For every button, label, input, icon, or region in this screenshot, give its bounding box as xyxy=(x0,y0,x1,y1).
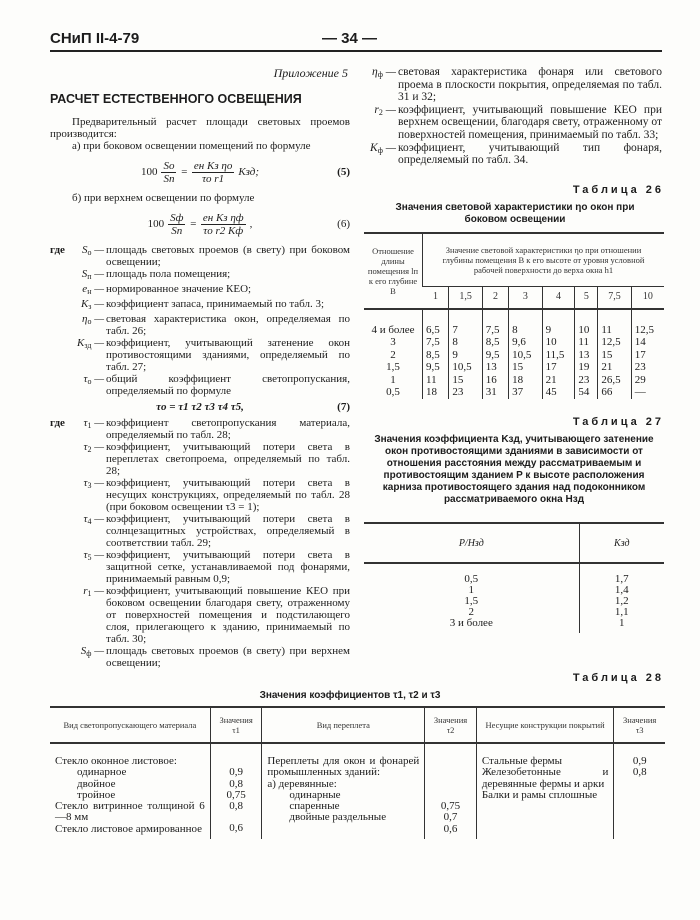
where-label xyxy=(50,337,70,373)
definition-text: коэффициент, учитывающий повышение КЕО при верхнем освещении, благодаря свету, отраженному от поверхностей помещения, принимаемый по табл. 33; xyxy=(398,103,662,141)
page-number: — 34 — xyxy=(322,30,378,47)
ratio-value: 1,5 xyxy=(464,595,479,607)
table-cell: 6,5 xyxy=(426,323,440,336)
ratio-values xyxy=(364,563,579,633)
symbol-base: η xyxy=(371,66,378,78)
tau2-value: 0,6 xyxy=(443,822,458,835)
row-label: 0,5 xyxy=(386,386,400,398)
table-cell: 45 xyxy=(545,386,557,398)
material: Стекло листовое армированное xyxy=(55,822,203,835)
table-27 xyxy=(364,522,664,633)
tau1-value: 0,6 xyxy=(229,822,243,835)
header-tau2: Значения τ2 xyxy=(425,707,477,743)
symbol: $S_п$ — xyxy=(81,268,104,281)
definition-text: световая характеристика фонаря или светового проема в плоскости покрытия, определяемая по табл. 31 и 32; xyxy=(398,66,662,104)
definition-item xyxy=(50,417,350,441)
tau2-value: 0,75 xyxy=(440,800,461,812)
definition-item xyxy=(50,298,350,313)
table-28-label: Таблица 28 xyxy=(572,672,664,684)
definition-item xyxy=(50,477,350,513)
definition-item xyxy=(362,104,662,142)
tau2-value: 0,7 xyxy=(443,811,458,824)
symbol-subscript: зд xyxy=(84,341,92,350)
column-header: 5 xyxy=(575,287,598,309)
definition-item xyxy=(50,337,350,373)
where-label xyxy=(50,645,70,669)
table-cell: 10 xyxy=(545,336,557,348)
symbol: $\eta_ф$ — xyxy=(371,66,396,79)
value-column xyxy=(482,309,508,399)
symbol: $S_о$ — xyxy=(81,244,104,257)
material: Стекло витринное толщиной 6—8 мм xyxy=(55,800,205,824)
definition-item xyxy=(362,142,662,167)
symbol: $\tau_5$ — xyxy=(83,549,104,562)
table-cell: 17 xyxy=(634,348,646,361)
symbol: $\eta_о$ — xyxy=(82,313,104,326)
table-cell: 14 xyxy=(634,336,646,348)
frames-cell xyxy=(262,743,425,839)
where-label xyxy=(50,585,70,645)
case-b: б) при верхнем освещении по формуле xyxy=(72,192,255,204)
table-cell: 7,5 xyxy=(485,323,500,336)
table-cell: 66 xyxy=(601,386,613,398)
table-cell: 18 xyxy=(512,373,524,386)
table-cell: 13 xyxy=(485,361,497,373)
equation-number: (6) xyxy=(337,218,350,230)
tau3-value: 0,8 xyxy=(632,766,647,779)
symbol-base: r xyxy=(83,585,88,597)
tau3-cell xyxy=(614,743,665,839)
materials-cell xyxy=(50,743,210,839)
header-tau1: Значения τ1 xyxy=(210,707,262,743)
table-cell: 21 xyxy=(545,373,557,386)
table-cell: 12,5 xyxy=(634,323,654,336)
value-column xyxy=(449,309,482,399)
definition-text: коэффициент, учитывающий повышение КЕО при боковом освещении благодаря свету, отраженному от поверхностей помещения и подстилающего слоя, прилегающего к зданию, принимаемый по табл. 30; xyxy=(106,585,350,645)
symbol-base: η xyxy=(82,313,88,325)
definition-item xyxy=(50,244,350,268)
table-cell: 23 xyxy=(452,386,464,398)
where-label xyxy=(50,373,70,397)
definition-text: коэффициент запаса, принимаемый по табл. 3; xyxy=(106,298,325,310)
definition-text: площадь световых проемов (в свету) при верхнем освещении; xyxy=(106,645,350,669)
table-27-title: Значения коэффициента Kзд, учитывающего затенение окон противостоящими зданиями в зависимости от отношения расстояния между рассматриваемым и противостоящим зданием P к высоте расположения карниза противостоящего здания над подоконником рассматриваемого окна Hзд xyxy=(374,434,654,505)
definition-item xyxy=(362,66,662,104)
symbol-base: K xyxy=(370,141,378,154)
value-column xyxy=(542,309,575,399)
row-label: 1 xyxy=(390,373,396,386)
definition-text: коэффициент, учитывающий потери света в защитной сетке, устанавливаемой под фонарями, принимаемый равным 0,9; xyxy=(106,549,350,585)
where-label: где xyxy=(50,417,65,429)
symbol-base: S xyxy=(81,244,88,256)
symbol-subscript: 2 xyxy=(87,445,92,454)
table-cell: 9,6 xyxy=(512,336,526,348)
symbol-subscript: ф xyxy=(377,70,383,79)
table-cell: — xyxy=(634,386,646,398)
row-header: Отношение длины помещения lп к его глубине B xyxy=(367,245,419,296)
definition-item xyxy=(50,645,350,669)
intro-paragraph: Предварительный расчет площади световых проемов производится: xyxy=(50,116,350,140)
table-cell: 12,5 xyxy=(601,336,621,348)
kzd-value: 1,1 xyxy=(614,606,629,618)
table-row xyxy=(364,309,664,399)
material: одинарное xyxy=(77,766,127,779)
symbol-subscript: п xyxy=(87,272,92,281)
definition-item xyxy=(50,268,350,283)
ratio-value: 2 xyxy=(468,606,475,618)
tau1-value: 0,8 xyxy=(229,800,243,813)
symbol: $r_1$ — xyxy=(83,585,104,598)
definition-text: световая характеристика окон, определяемая по табл. 26; xyxy=(106,313,350,337)
structure-type: Железобетонные и деревянные фермы и арки xyxy=(481,766,609,790)
tau2-cell xyxy=(425,743,477,839)
symbol-subscript: ф xyxy=(86,649,92,658)
symbol-base: τ xyxy=(83,441,88,453)
header-tau3: Значения τ3 xyxy=(614,707,665,743)
ratio-value: 0,5 xyxy=(464,573,479,585)
definition-item xyxy=(50,283,350,298)
symbol-base: S xyxy=(80,645,87,657)
table-cell: 16 xyxy=(485,373,497,386)
table-cell: 10,5 xyxy=(452,361,472,373)
col-kzd: Kзд xyxy=(579,523,664,563)
table-cell: 11 xyxy=(426,373,437,386)
table-cell: 11 xyxy=(578,336,590,348)
ratio-value: 1 xyxy=(468,584,475,596)
symbol-subscript: о xyxy=(87,248,92,257)
table-cell: 8 xyxy=(452,336,458,348)
table-28-title: Значения коэффициентов τ1, τ2 и τ3 xyxy=(259,690,441,701)
where-label xyxy=(50,477,70,513)
structure-type: Стальные фермы xyxy=(481,755,563,767)
definition-item xyxy=(50,549,350,585)
frame-type: а) деревянные: xyxy=(267,777,337,790)
table-cell: 26,5 xyxy=(601,373,621,386)
header-rule xyxy=(50,50,662,52)
definition-text: коэффициент, учитывающий тип фонаря, определяемый по табл. 34. xyxy=(398,141,662,167)
material: Стекло оконное листовое: xyxy=(55,755,177,767)
table-cell: 29 xyxy=(634,373,646,386)
kzd-value: 1,2 xyxy=(614,595,629,607)
definitions-list-1 xyxy=(50,244,350,397)
symbol-subscript: о xyxy=(87,377,92,386)
table-cell: 9 xyxy=(545,323,552,336)
table-cell: 31 xyxy=(485,386,497,398)
section-title: РАСЧЕТ ЕСТЕСТВЕННОГО ОСВЕЩЕНИЯ xyxy=(50,92,302,106)
definition-text: коэффициент, учитывающий потери света в солнцезащитных устройствах, определяемый в соответствии табл. 29; xyxy=(106,513,350,549)
symbol-base: K xyxy=(80,298,89,310)
symbol-subscript: 1 xyxy=(87,589,92,598)
symbol-subscript: н xyxy=(87,287,92,296)
tau1-cell xyxy=(210,743,262,839)
header-structure: Несущие конструкции покрытий xyxy=(476,707,614,743)
table-cell: 11,5 xyxy=(545,348,565,361)
frac-den: Sп xyxy=(171,224,183,237)
definition-text: коэффициент, учитывающий потери света в переплетах светопроема, определяемый по табл. 28; xyxy=(106,441,350,477)
column-header: 1 xyxy=(432,291,438,303)
equation-number: (7) xyxy=(337,401,350,413)
symbol-base: K xyxy=(77,337,85,349)
symbol-subscript: о xyxy=(87,317,92,326)
definition-text: коэффициент, учитывающий затенение окон противостоящими зданиями, определяемый по табл. 27; xyxy=(106,337,350,373)
symbol-subscript: 5 xyxy=(87,553,92,562)
table-cell: 8,5 xyxy=(426,348,440,361)
definition-text: площадь световых проемов (в свету) при боковом освещении; xyxy=(106,244,350,268)
table-cell: 9 xyxy=(452,348,458,361)
symbol-base: e xyxy=(82,283,88,295)
definition-text: общий коэффициент светопропускания, определяемый по формуле xyxy=(106,373,350,397)
tau3-value: 0,9 xyxy=(632,755,647,767)
table-cell: 19 xyxy=(578,361,590,373)
row-label: 2 xyxy=(390,348,396,361)
row-label: 4 и более xyxy=(371,323,415,336)
column-header: 7,5 xyxy=(598,287,631,309)
symbol-subscript: 3 xyxy=(87,481,92,490)
definition-text: коэффициент, учитывающий потери света в несущих конструкциях, определяемый по табл. 28 (при боковом освещении τ3 = 1); xyxy=(106,477,350,513)
value-column xyxy=(631,309,664,399)
frac-den: τо r2 Kф xyxy=(203,224,244,237)
symbol-subscript: ф xyxy=(377,145,383,155)
symbol: $K_з$ — xyxy=(80,298,104,311)
kzd-values xyxy=(579,563,664,633)
frac-num: Sо xyxy=(163,159,175,172)
table-26-title: Значения световой характеристики ηо окон при боковом освещении xyxy=(395,202,635,225)
frac-den: τо r1 xyxy=(202,172,225,185)
symbol-base: τ xyxy=(83,513,88,525)
value-column xyxy=(423,309,449,399)
frame-type: одинарные xyxy=(289,788,341,801)
row-label: 1,5 xyxy=(386,361,400,373)
frac-den: Sп xyxy=(163,172,175,185)
intro-block xyxy=(50,116,350,669)
row-label: 3 xyxy=(390,336,396,348)
symbol-base: τ xyxy=(83,373,88,385)
table-cell: 10 xyxy=(578,323,590,336)
table-cell: 15 xyxy=(601,348,613,361)
column-header: 3 xyxy=(509,287,542,309)
definition-text: площадь пола помещения; xyxy=(106,268,231,280)
table-cell: 8 xyxy=(512,323,518,336)
definition-item xyxy=(50,513,350,549)
table-cell: 13 xyxy=(578,348,590,361)
symbol-base: r xyxy=(374,103,379,116)
symbol-subscript: 2 xyxy=(378,107,383,117)
formula-7 xyxy=(50,397,350,417)
symbol: $r_2$ — xyxy=(374,103,396,117)
definition-item xyxy=(50,373,350,397)
formula-6: 100 $\frac{Sф}{Sп}$ = $\frac{\text{eн Kз ηф}}{\text{τо r2 Kф}}$ , (6) xyxy=(147,211,350,237)
symbol-base: τ xyxy=(83,477,88,489)
kzd-value: 1,4 xyxy=(614,584,629,596)
tau1-value: 0,9 xyxy=(229,766,243,779)
symbol: $\tau_о$ — xyxy=(83,373,104,386)
column-header: 4 xyxy=(542,287,575,309)
symbol: $\tau_2$ — xyxy=(83,441,104,454)
formula-coef: 100 xyxy=(147,218,165,230)
column-header: 2 xyxy=(482,287,508,309)
tau1-value: 0,8 xyxy=(229,777,243,790)
symbol-subscript: з xyxy=(88,302,92,311)
frac-num: eн Kз ηф xyxy=(202,211,244,224)
where-label xyxy=(50,283,70,298)
frac-num: eн Kз ηо xyxy=(193,159,233,172)
symbol: $\tau_3$ — xyxy=(83,477,104,490)
col-ratio: P/Hзд xyxy=(458,537,484,549)
table-cell: 18 xyxy=(426,386,437,398)
where-label: где xyxy=(50,244,65,256)
column-header: 10 xyxy=(631,287,664,309)
definition-item xyxy=(50,585,350,645)
table-26-label: Таблица 26 xyxy=(572,184,664,196)
equation-number: (5) xyxy=(337,166,350,178)
symbol: $e_н$ — xyxy=(82,283,104,296)
kzd-value: 1 xyxy=(619,617,625,629)
table-cell: 11 xyxy=(601,323,612,336)
structure-type: Балки и рамы сплошные xyxy=(481,788,598,801)
table-cell: 37 xyxy=(512,386,524,398)
formula-tail: Kзд; xyxy=(238,166,260,178)
table-cell: 17 xyxy=(545,361,557,373)
structures-cell xyxy=(476,743,614,839)
definitions-list-2 xyxy=(50,417,350,669)
material: двойное xyxy=(77,777,116,790)
header-material: Вид светопропускающего материала xyxy=(63,720,197,730)
table-cell: 54 xyxy=(578,386,590,398)
table-28 xyxy=(50,706,665,839)
table-cell: 21 xyxy=(601,361,613,373)
table-cell: 9,5 xyxy=(426,361,440,373)
symbol-base: S xyxy=(81,268,88,280)
table-cell: 10,5 xyxy=(512,348,532,361)
tau1-value: 0,75 xyxy=(226,788,246,801)
symbol-subscript: 4 xyxy=(87,517,92,526)
formula-text: τо = τ1 τ2 τ3 τ4 τ5, xyxy=(156,401,244,413)
value-column xyxy=(598,309,631,399)
frame-type: двойные раздельные xyxy=(289,811,387,824)
table-cell: 15 xyxy=(512,361,524,373)
definition-item xyxy=(50,441,350,477)
table-cell: 23 xyxy=(634,361,646,373)
symbol-base: τ xyxy=(83,417,88,429)
column-header: 1,5 xyxy=(449,287,482,309)
definitions-list-3 xyxy=(362,66,662,167)
ratio-value: 3 и более xyxy=(449,617,493,629)
symbol: $\tau_1$ — xyxy=(83,417,104,430)
formula-tail: , xyxy=(249,218,253,230)
appendix-label: Приложение 5 xyxy=(273,66,348,80)
row-labels xyxy=(364,309,423,399)
definition-text: коэффициент светопропускания материала, определяемый по табл. 28; xyxy=(106,417,350,441)
table-cell: 23 xyxy=(578,373,590,386)
value-column xyxy=(509,309,542,399)
frame-type: спаренные xyxy=(289,800,340,813)
symbol: $K_{зд}$ — xyxy=(77,337,104,350)
where-label xyxy=(50,298,70,313)
standard-code: СНиП II-4-79 xyxy=(50,30,140,47)
symbol-base: τ xyxy=(83,549,88,561)
table-cell: 7,5 xyxy=(426,336,440,348)
table-cell: 8,5 xyxy=(485,336,500,348)
frame-type: Переплеты для окон и фонарей промышленных зданий: xyxy=(267,755,420,779)
group-header: Значение световой характеристики ηо при отношении глубины помещения B к его высоте от уровня условной рабочей поверхности до верха окна h1 xyxy=(423,233,665,287)
formula-5: 100 $\frac{Sо}{Sп}$ = $\frac{\text{eн Kз ηо}}{\text{τо r1}}$ Kзд; (5) xyxy=(140,159,350,185)
table-26 xyxy=(364,232,664,399)
table-cell: 15 xyxy=(452,373,464,386)
table-cell: 7 xyxy=(452,323,458,336)
definition-text: нормированное значение КЕО; xyxy=(106,283,252,295)
header-frame: Вид переплета xyxy=(262,707,425,743)
table-cell: 9,5 xyxy=(485,348,500,361)
kzd-value: 1,7 xyxy=(614,573,629,585)
symbol: $S_ф$ — xyxy=(80,645,104,658)
symbol: $K_ф$ — xyxy=(370,141,396,155)
where-label xyxy=(50,313,70,337)
where-label xyxy=(50,268,70,283)
where-label xyxy=(50,549,70,585)
table-27-label: Таблица 27 xyxy=(572,416,664,428)
formula-coef: 100 xyxy=(140,166,158,178)
where-label xyxy=(50,513,70,549)
value-column xyxy=(575,309,598,399)
symbol: $\tau_4$ — xyxy=(83,513,104,526)
symbol-subscript: 1 xyxy=(87,421,92,430)
frac-num: Sф xyxy=(170,211,184,224)
where-label xyxy=(50,441,70,477)
material: тройное xyxy=(77,788,116,801)
case-a: а) при боковом освещении помещений по формуле xyxy=(72,140,311,152)
definition-item xyxy=(50,313,350,337)
